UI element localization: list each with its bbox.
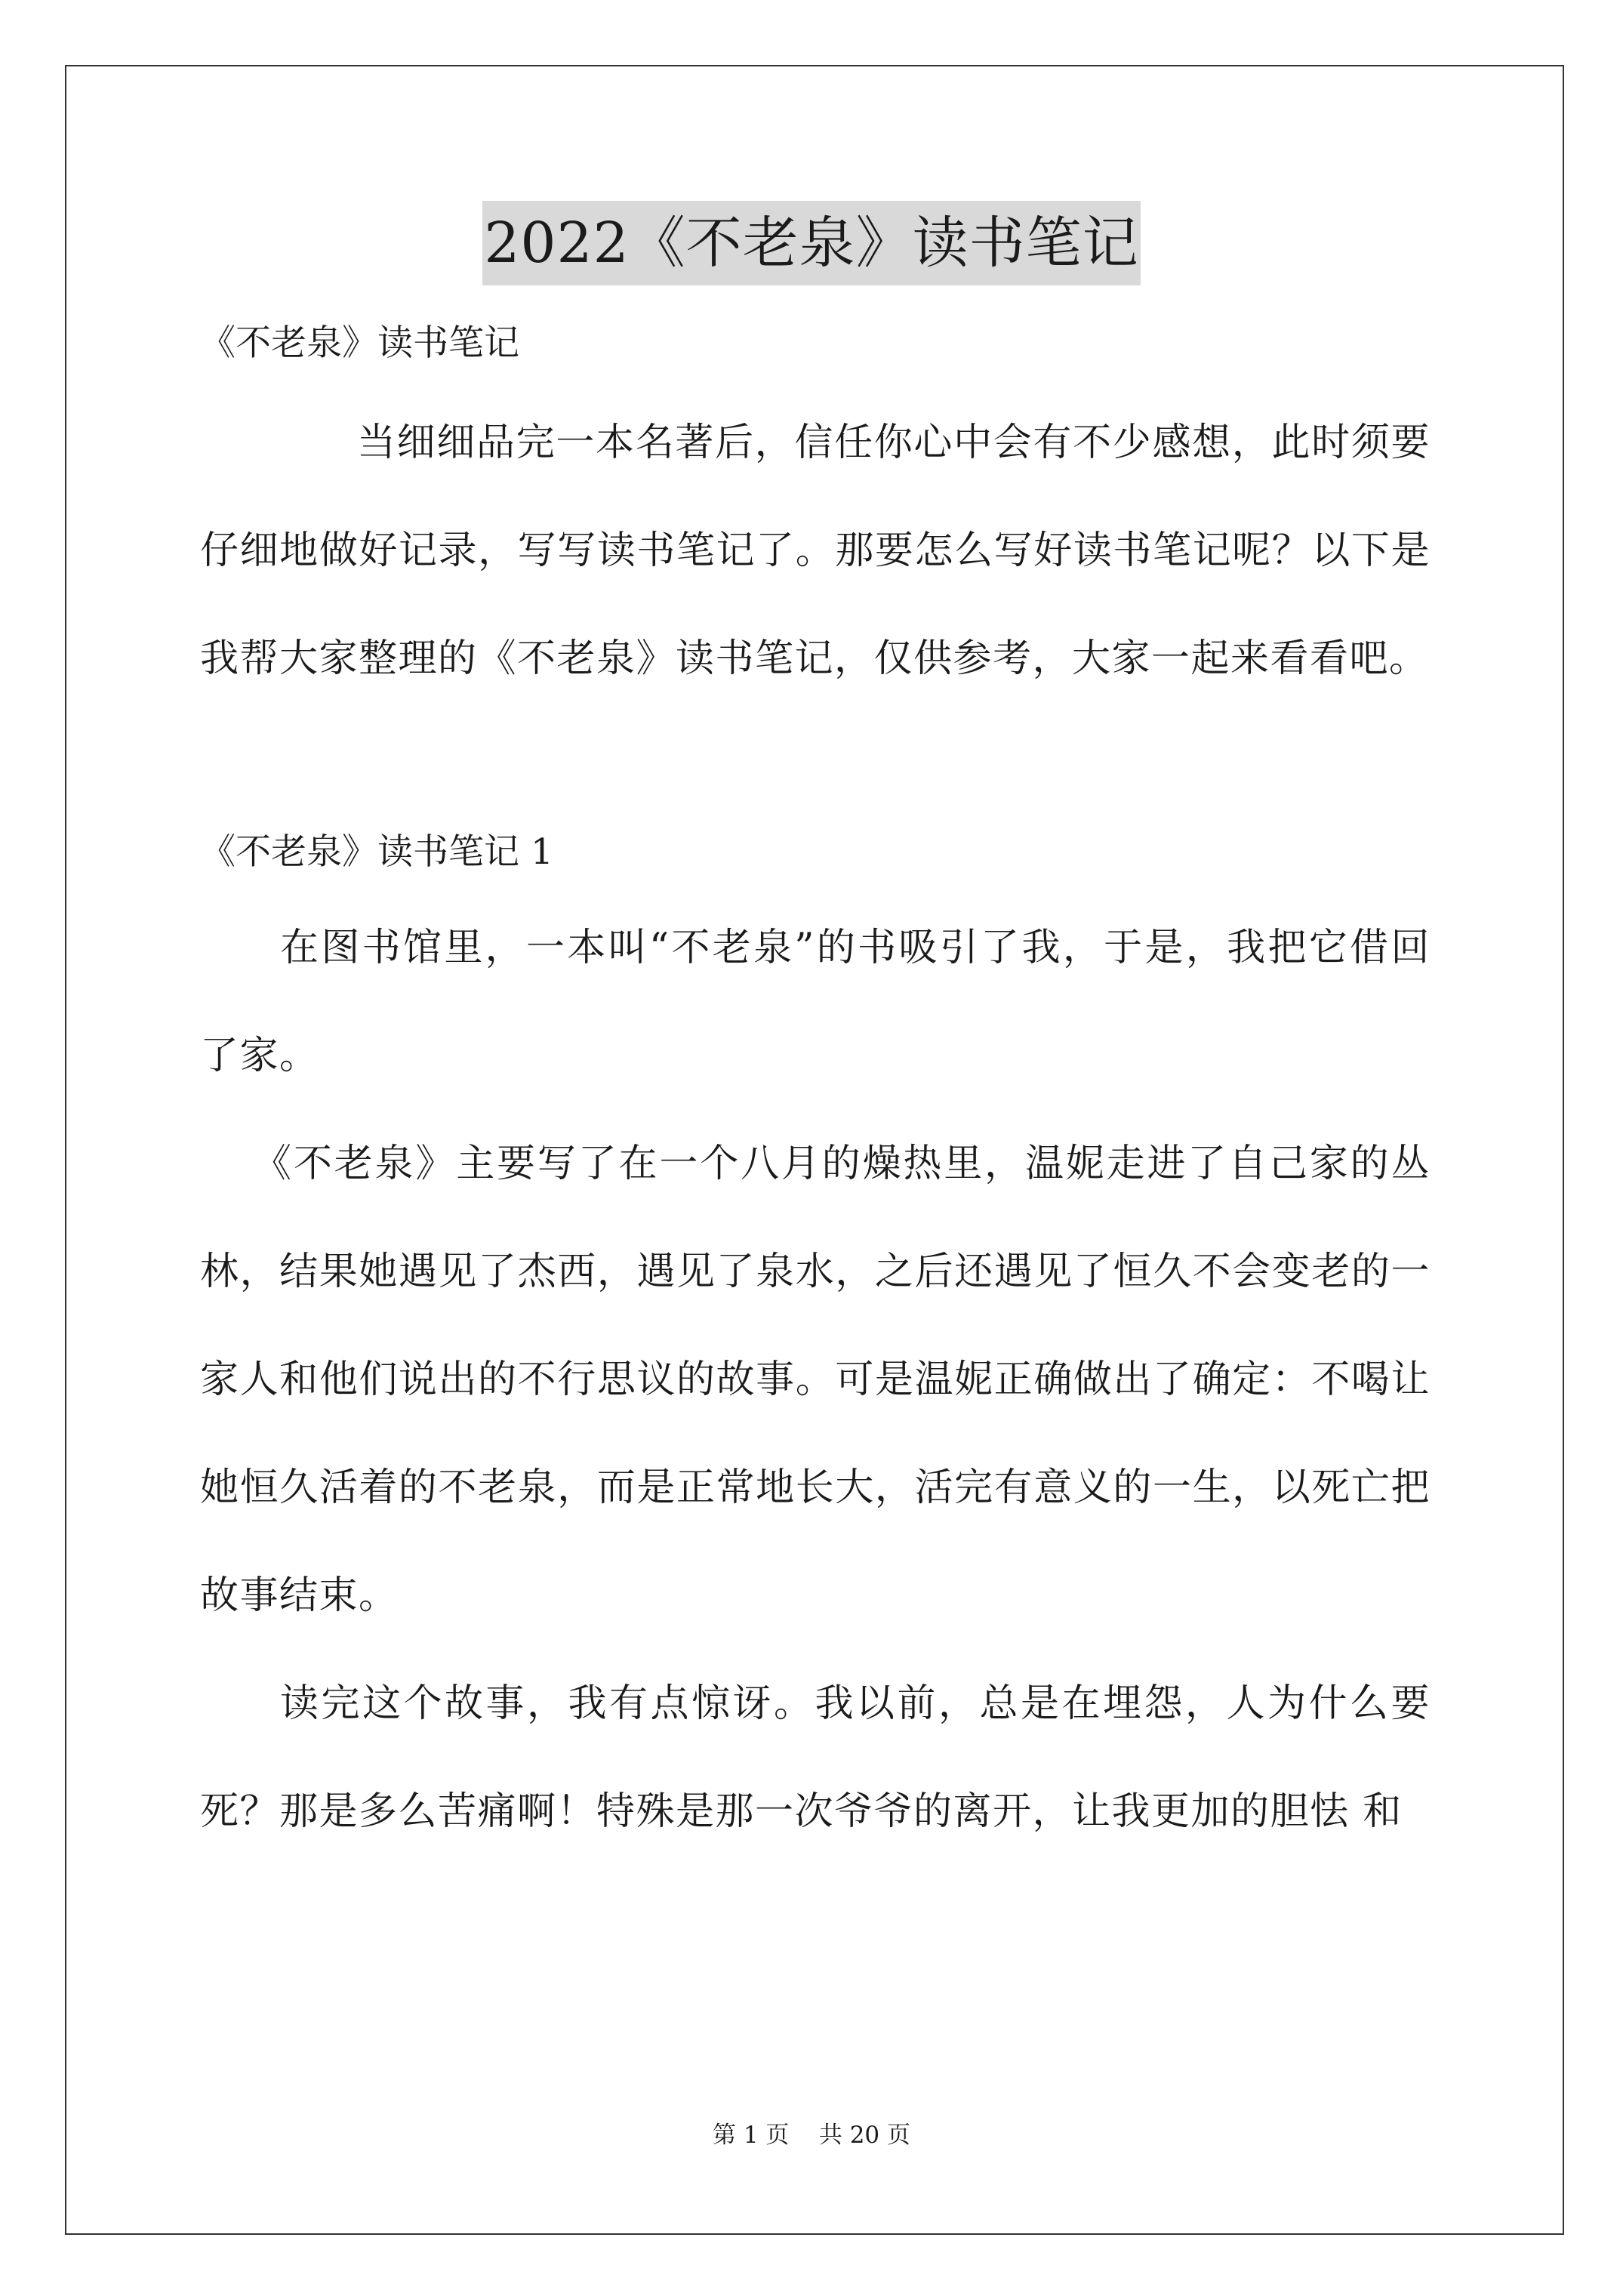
page-number: 第 1 页: [712, 2122, 790, 2149]
document-body: [200, 302, 1431, 1866]
page-footer: [0, 2120, 1623, 2150]
document-title: 2022《不老泉》读书笔记: [482, 201, 1140, 285]
body-paragraph-3: 读完这个故事，我有点惊讶。我以前，总是在埋怨，人为什么要死？那是多么苦痛啊！特殊是那一次爷爷的离开，让我更加的胆怯 和: [200, 1681, 1431, 1834]
body-paragraph-2: 《不老泉》主要写了在一个八月的燥热里，温妮走进了自己家的丛林，结果她遇见了杰西，遇见了泉水，之后还遇见了恒久不会变老的一家人和他们说出的不行思议的故事。可是温妮正确做出了确定：不喝让她恒久活着的不老泉，而是正常地长大，活完有意义的一生，以死亡把故事结束。: [200, 1142, 1431, 1618]
section-heading: 《不老泉》读书笔记 1: [200, 831, 553, 873]
page-total: 共 20 页: [818, 2122, 910, 2149]
body-paragraph-1: 在图书馆里，一本叫“不老泉”的书吸引了我，于是，我把它借回了家。: [200, 926, 1431, 1078]
intro-paragraph: 当细细品完一本名著后，信任你心中会有不少感想，此时须要仔细地做好记录，写写读书笔记了。那要怎么写好读书笔记呢？以下是我帮大家整理的《不老泉》读书笔记，仅供参考，大家一起来看看吧。: [200, 421, 1431, 681]
intro-heading: 《不老泉》读书笔记: [200, 322, 519, 364]
title-container: [0, 201, 1623, 285]
